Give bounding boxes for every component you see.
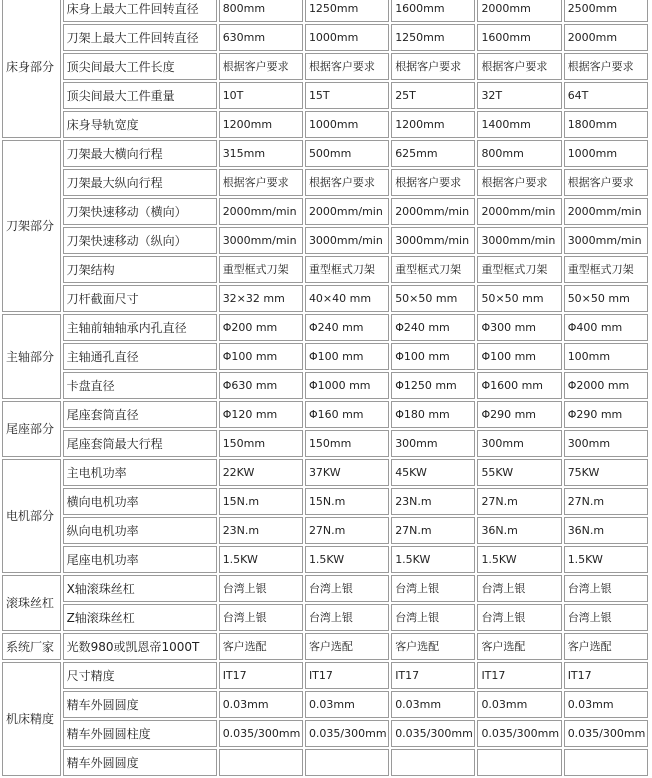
spec-value: Φ1000 mm [305, 372, 389, 399]
spec-value: 根据客户要求 [477, 53, 561, 80]
spec-label: 刀杆截面尺寸 [63, 285, 217, 312]
spec-value: 27N.m [305, 517, 389, 544]
spec-value: 根据客户要求 [219, 53, 303, 80]
spec-label: 精车外圆圆度 [63, 749, 217, 776]
spec-value: 27N.m [477, 488, 561, 515]
spec-value: 1.5KW [391, 546, 475, 573]
table-row [2, 0, 648, 22]
spec-value: 台湾上银 [219, 604, 303, 631]
spec-value: 台湾上银 [391, 604, 475, 631]
spec-value: 0.035/300mm [305, 720, 389, 747]
spec-value: 23N.m [391, 488, 475, 515]
section-name: 系统厂家 [2, 633, 61, 660]
spec-value: 800mm [219, 0, 303, 22]
spec-value: Φ630 mm [219, 372, 303, 399]
spec-value: 根据客户要求 [477, 169, 561, 196]
spec-value: 1600mm [391, 0, 475, 22]
spec-value: 150mm [305, 430, 389, 457]
spec-value: 64T [564, 82, 648, 109]
spec-value: 0.03mm [477, 691, 561, 718]
spec-value: 40×40 mm [305, 285, 389, 312]
spec-value: Φ160 mm [305, 401, 389, 428]
spec-value: 0.03mm [564, 691, 648, 718]
spec-value: 55KW [477, 459, 561, 486]
spec-value: 2000mm [564, 24, 648, 51]
spec-label: 主轴通孔直径 [63, 343, 217, 370]
spec-value: 台湾上银 [564, 575, 648, 602]
section-name: 机床精度 [2, 662, 61, 776]
spec-value: 36N.m [564, 517, 648, 544]
table-row [2, 111, 648, 138]
table-row [2, 633, 648, 660]
spec-value: 2500mm [564, 0, 648, 22]
section-name: 尾座部分 [2, 401, 61, 457]
table-row [2, 227, 648, 254]
spec-label: 纵向电机功率 [63, 517, 217, 544]
table-row [2, 430, 648, 457]
spec-value: 根据客户要求 [219, 169, 303, 196]
table-row [2, 343, 648, 370]
spec-value: 客户选配 [219, 633, 303, 660]
spec-label: X轴滚珠丝杠 [63, 575, 217, 602]
section-name: 刀架部分 [2, 140, 61, 312]
spec-value: 1400mm [477, 111, 561, 138]
table-row [2, 401, 648, 428]
spec-value: 1600mm [477, 24, 561, 51]
spec-value: Φ100 mm [219, 343, 303, 370]
spec-value: IT17 [305, 662, 389, 689]
table-row [2, 198, 648, 225]
spec-value: 2000mm/min [219, 198, 303, 225]
table-row [2, 53, 648, 80]
spec-value: 50×50 mm [477, 285, 561, 312]
spec-value: 1.5KW [219, 546, 303, 573]
spec-value: 台湾上银 [305, 604, 389, 631]
spec-value: 2000mm/min [391, 198, 475, 225]
spec-value: 22KW [219, 459, 303, 486]
spec-value: IT17 [564, 662, 648, 689]
spec-label: 刀架上最大工件回转直径 [63, 24, 217, 51]
spec-value: Φ100 mm [477, 343, 561, 370]
spec-value: 1800mm [564, 111, 648, 138]
table-row [2, 604, 648, 631]
spec-value: 客户选配 [477, 633, 561, 660]
spec-value: 1200mm [219, 111, 303, 138]
spec-label: 床身上最大工件回转直径 [63, 0, 217, 22]
table-row [2, 82, 648, 109]
spec-value: Φ1250 mm [391, 372, 475, 399]
spec-value: 重型框式刀架 [564, 256, 648, 283]
spec-value: 0.03mm [391, 691, 475, 718]
table-row [2, 749, 648, 776]
spec-value: 15N.m [219, 488, 303, 515]
spec-value: 0.03mm [305, 691, 389, 718]
spec-value: 2000mm [477, 0, 561, 22]
spec-value: 客户选配 [305, 633, 389, 660]
spec-value: 重型框式刀架 [477, 256, 561, 283]
table-row [2, 575, 648, 602]
spec-value: Φ240 mm [305, 314, 389, 341]
spec-value: 客户选配 [564, 633, 648, 660]
spec-value: 27N.m [391, 517, 475, 544]
spec-label: 刀架最大纵向行程 [63, 169, 217, 196]
spec-label: 卡盘直径 [63, 372, 217, 399]
table-row [2, 256, 648, 283]
section-name: 滚珠丝杠 [2, 575, 61, 631]
spec-value: 1.5KW [564, 546, 648, 573]
spec-value: 75KW [564, 459, 648, 486]
table-row [2, 372, 648, 399]
spec-value: IT17 [477, 662, 561, 689]
table-row [2, 140, 648, 167]
spec-value: Φ290 mm [477, 401, 561, 428]
spec-value: 300mm [391, 430, 475, 457]
spec-value: 根据客户要求 [564, 53, 648, 80]
table-row [2, 459, 648, 486]
spec-value: 1250mm [391, 24, 475, 51]
spec-value: Φ200 mm [219, 314, 303, 341]
spec-label: 刀架快速移动（纵向） [63, 227, 217, 254]
spec-label: 尾座套筒最大行程 [63, 430, 217, 457]
spec-value: 台湾上银 [219, 575, 303, 602]
spec-label: 刀架结构 [63, 256, 217, 283]
spec-label: 精车外圆圆柱度 [63, 720, 217, 747]
spec-value: 台湾上银 [564, 604, 648, 631]
spec-value: 2000mm/min [477, 198, 561, 225]
spec-label: 尾座电机功率 [63, 546, 217, 573]
spec-value: 23N.m [219, 517, 303, 544]
spec-value: 3000mm/min [305, 227, 389, 254]
spec-value: Φ300 mm [477, 314, 561, 341]
spec-value: Φ1600 mm [477, 372, 561, 399]
spec-value: 500mm [305, 140, 389, 167]
spec-value: 1.5KW [305, 546, 389, 573]
spec-value: Φ2000 mm [564, 372, 648, 399]
spec-value: 2000mm/min [305, 198, 389, 225]
spec-value: 32T [477, 82, 561, 109]
spec-value: 0.035/300mm [564, 720, 648, 747]
spec-value: Φ290 mm [564, 401, 648, 428]
spec-value: 100mm [564, 343, 648, 370]
spec-value: 1200mm [391, 111, 475, 138]
spec-label: 主电机功率 [63, 459, 217, 486]
spec-label: 横向电机功率 [63, 488, 217, 515]
table-row [2, 488, 648, 515]
spec-label: 主轴前轴轴承内孔直径 [63, 314, 217, 341]
spec-value: Φ240 mm [391, 314, 475, 341]
spec-value: 15N.m [305, 488, 389, 515]
table-row [2, 720, 648, 747]
table-row [2, 691, 648, 718]
section-name: 电机部分 [2, 459, 61, 573]
table-row [2, 517, 648, 544]
spec-value: 重型框式刀架 [305, 256, 389, 283]
spec-value: 1250mm [305, 0, 389, 22]
spec-value: 27N.m [564, 488, 648, 515]
spec-value: 15T [305, 82, 389, 109]
spec-label: 刀架快速移动（横向） [63, 198, 217, 225]
table-row [2, 662, 648, 689]
table-row [2, 314, 648, 341]
spec-value: 25T [391, 82, 475, 109]
spec-label: 光数980或凯恩帝1000T [63, 633, 217, 660]
spec-value [564, 749, 648, 776]
spec-value: Φ100 mm [305, 343, 389, 370]
spec-value: 3000mm/min [391, 227, 475, 254]
spec-value: 0.035/300mm [477, 720, 561, 747]
spec-value: Φ180 mm [391, 401, 475, 428]
spec-value: 3000mm/min [564, 227, 648, 254]
spec-value [219, 749, 303, 776]
spec-value: 2000mm/min [564, 198, 648, 225]
spec-value: 1000mm [305, 111, 389, 138]
spec-value: 3000mm/min [219, 227, 303, 254]
spec-value: Φ400 mm [564, 314, 648, 341]
spec-value: 客户选配 [391, 633, 475, 660]
spec-value: 300mm [477, 430, 561, 457]
spec-value: IT17 [391, 662, 475, 689]
spec-value: 45KW [391, 459, 475, 486]
spec-value: 0.035/300mm [219, 720, 303, 747]
spec-value: 32×32 mm [219, 285, 303, 312]
spec-value: 3000mm/min [477, 227, 561, 254]
spec-value: 重型框式刀架 [219, 256, 303, 283]
table-row [2, 546, 648, 573]
spec-value: 0.035/300mm [391, 720, 475, 747]
section-name: 主轴部分 [2, 314, 61, 399]
spec-label: 床身导轨宽度 [63, 111, 217, 138]
spec-value: 50×50 mm [391, 285, 475, 312]
spec-value [305, 749, 389, 776]
spec-value: 根据客户要求 [305, 53, 389, 80]
table-row [2, 169, 648, 196]
spec-label: 精车外圆圆度 [63, 691, 217, 718]
spec-value: 1.5KW [477, 546, 561, 573]
spec-label: 刀架最大横向行程 [63, 140, 217, 167]
spec-value: 315mm [219, 140, 303, 167]
spec-value: 150mm [219, 430, 303, 457]
spec-value: 台湾上银 [305, 575, 389, 602]
spec-value: 10T [219, 82, 303, 109]
table-row [2, 285, 648, 312]
table-row [2, 24, 648, 51]
spec-value: 台湾上银 [391, 575, 475, 602]
spec-value: Φ120 mm [219, 401, 303, 428]
spec-value: 625mm [391, 140, 475, 167]
spec-value [391, 749, 475, 776]
spec-value: IT17 [219, 662, 303, 689]
spec-label: 顶尖间最大工件长度 [63, 53, 217, 80]
spec-label: 尺寸精度 [63, 662, 217, 689]
spec-value: 根据客户要求 [305, 169, 389, 196]
spec-value: Φ100 mm [391, 343, 475, 370]
spec-value: 台湾上银 [477, 604, 561, 631]
spec-value: 37KW [305, 459, 389, 486]
spec-value: 根据客户要求 [391, 53, 475, 80]
spec-value: 台湾上银 [477, 575, 561, 602]
spec-label: 尾座套筒直径 [63, 401, 217, 428]
spec-value: 1000mm [564, 140, 648, 167]
spec-value: 1000mm [305, 24, 389, 51]
spec-value: 800mm [477, 140, 561, 167]
spec-value: 重型框式刀架 [391, 256, 475, 283]
spec-value: 36N.m [477, 517, 561, 544]
spec-label: Z轴滚珠丝杠 [63, 604, 217, 631]
spec-value [477, 749, 561, 776]
spec-value: 0.03mm [219, 691, 303, 718]
section-name: 床身部分 [2, 0, 61, 138]
spec-value: 630mm [219, 24, 303, 51]
spec-label: 顶尖间最大工件重量 [63, 82, 217, 109]
spec-value: 根据客户要求 [564, 169, 648, 196]
spec-value: 根据客户要求 [391, 169, 475, 196]
spec-value: 300mm [564, 430, 648, 457]
spec-value: 50×50 mm [564, 285, 648, 312]
